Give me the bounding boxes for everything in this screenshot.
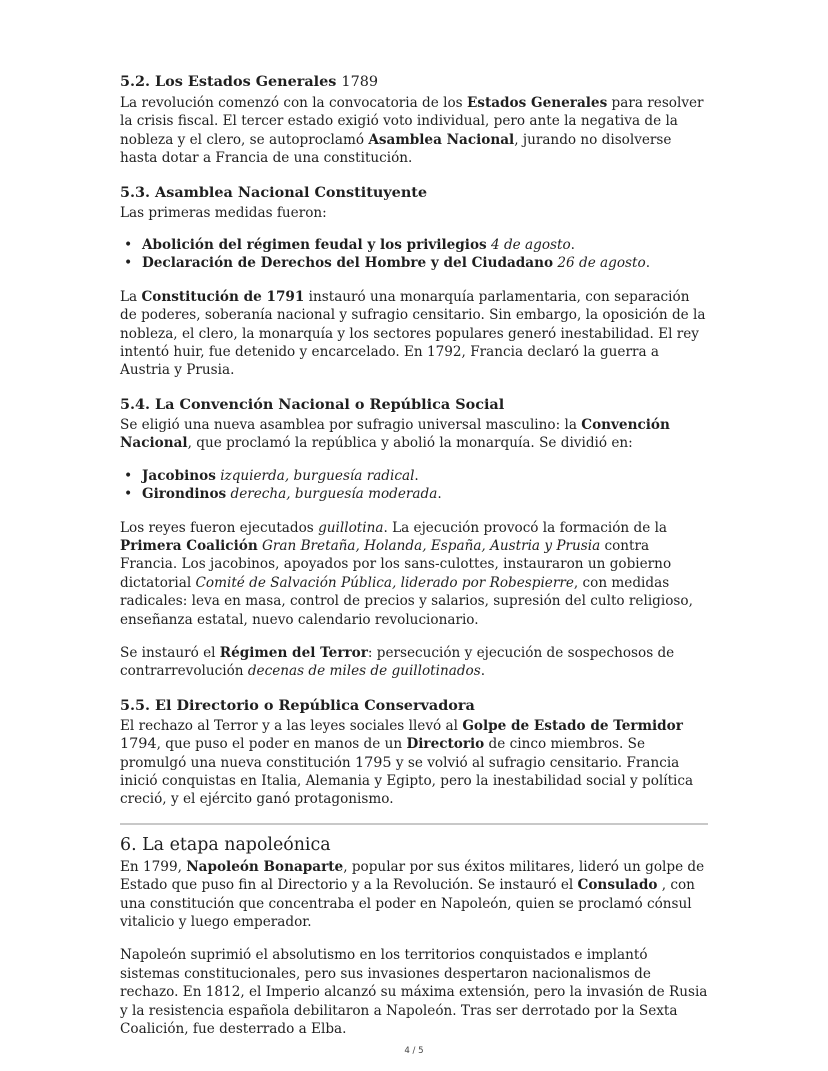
list-item: • Jacobinos izquierda, burguesía radical. <box>142 467 708 485</box>
section-heading-6: 6. La etapa napoleónica <box>120 834 331 855</box>
page-number: 4 / 5 <box>404 1046 424 1056</box>
section-heading-5-2: 5.2. Los Estados Generales 1789 <box>120 73 379 90</box>
heading-year: 1789 <box>341 74 379 90</box>
list-item: • Abolición del régimen feudal y los privilegios 4 de agosto. <box>142 236 708 254</box>
document-page <box>120 72 708 1038</box>
list-item: • Girondinos derecha, burguesía moderada. <box>142 485 708 503</box>
list-item: • Declaración de Derechos del Hombre y del Ciudadano 26 de agosto. <box>142 254 708 272</box>
section-heading-5-4: 5.4. La Convención Nacional o República Social <box>120 395 505 413</box>
paragraph-ejecucion-reyes: Los reyes fueron ejecutados guillotina. La ejecución provocó la formación de la Primera Coalición Gran Bretaña, Holanda, España, Austria y Prusia contra Francia. Los jacobinos, apoyados por los sans-culottes, instauraron un gobierno dictatorial Comité de Salvación Pública, liderado por Robespierre, con medidas radicales: leva en masa, control de precios y salarios, supresión del culto religioso, enseñanza estatal, nuevo calendario revolucionario. <box>120 519 693 628</box>
paragraph-napoleon-golpe: En 1799, Napoleón Bonaparte, popular por sus éxitos militares, lideró un golpe de Estado que puso fin al Directorio y a la Revolución. Se instauró el Consulado , con una constitución que concentraba el poder en Napoleón, quien se proclamó cónsul vitalicio y luego emperador. <box>120 858 705 930</box>
section-heading-5-3: 5.3. Asamblea Nacional Constituyente <box>120 183 428 201</box>
section-divider <box>120 823 708 825</box>
section-heading-5-5: 5.5. El Directorio o República Conservadora <box>120 696 475 714</box>
measures-list <box>120 236 708 273</box>
paragraph-constitucion-1791: La Constitución de 1791 instauró una monarquía parlamentaria, con separación de poderes, soberanía nacional y sufragio censitario. Sin embargo, la oposición de la nobleza, el clero, la monarquía y los sectores populares generó inestabilidad. El rey intentó huir, fue detenido y encarcelado. En 1792, Francia declaró la guerra a Austria y Prusia. <box>120 288 706 379</box>
paragraph-estados-generales: La revolución comenzó con la convocatoria de los Estados Generales para resolver la crisis fiscal. El tercer estado exigió voto individual, pero ante la negativa de la nobleza y el clero, se autoproclamó Asamblea Nacional, jurando no disolverse hasta dotar a Francia de una constitución. <box>120 95 704 167</box>
paragraph-directorio: El rechazo al Terror y a las leyes sociales llevó al Golpe de Estado de Termidor 1794, que puso el poder en manos de un Directorio de cinco miembros. Se promulgó una nueva constitución 1795 y se volvió al sufragio censitario. Francia inició conquistas en Italia, Alemania y Egipto, pero la inestabilidad social y política creció, y el ejército ganó protagonismo. <box>120 717 694 808</box>
paragraph-napoleon-imperio: Napoleón suprimió el absolutismo en los territorios conquistados e implantó sistemas constitucionales, pero sus invasiones despertaron nacionalismos de rechazo. En 1812, el Imperio alcanzó su máxima extensión, pero la invasión de Rusia y la resistencia española debilitaron a Napoleón. Tras ser derrotado por la Sexta Coalición, fue desterrado a Elba. <box>120 947 708 1038</box>
paragraph-intro: Las primeras medidas fueron: <box>120 204 327 221</box>
factions-list <box>120 467 708 504</box>
paragraph-terror: Se instauró el Régimen del Terror: persecución y ejecución de sospechosos de contrarrevolución decenas de miles de guillotinados. <box>120 644 675 680</box>
paragraph-convencion: Se eligió una nueva asamblea por sufragio universal masculino: la Convención Nacional, que proclamó la república y abolió la monarquía. Se dividió en: <box>120 416 670 452</box>
